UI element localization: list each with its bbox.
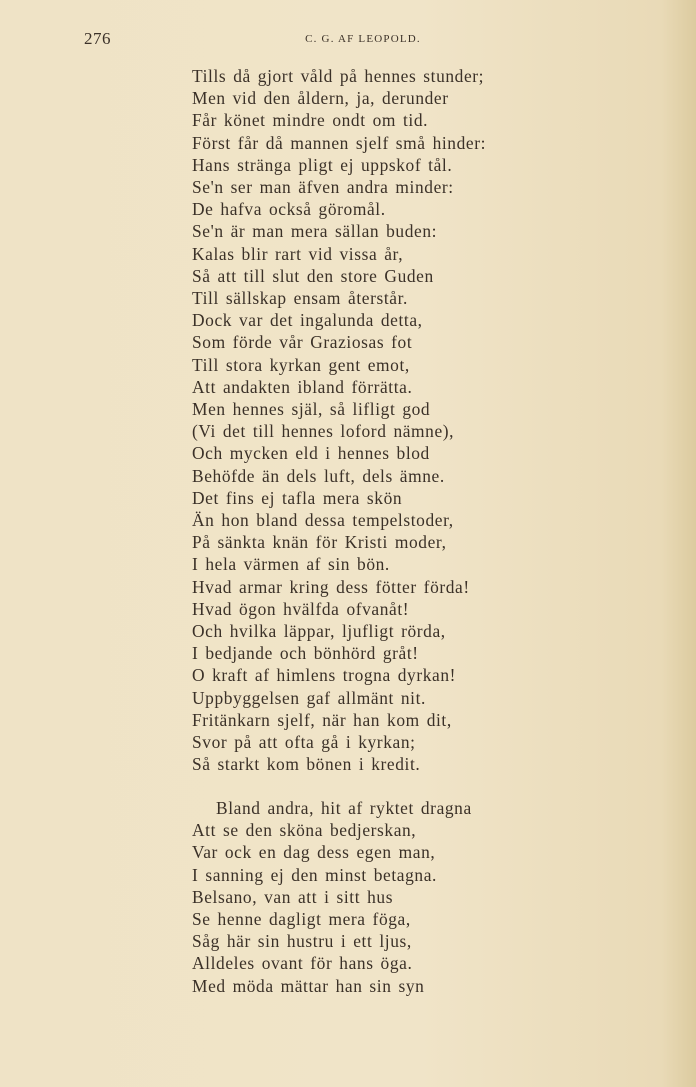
page-number: 276 xyxy=(84,29,111,48)
verse-line: Svor på att ofta gå i kyrkan; xyxy=(192,732,416,753)
verse-line: Hans stränga pligt ej uppskof tål. xyxy=(192,154,453,175)
verse-line: Det fins ej tafla mera skön xyxy=(192,487,403,508)
verse-line: Så att till slut den store Guden xyxy=(192,265,434,286)
verse-line: Bland andra, hit af ryktet dragna xyxy=(216,798,472,818)
verse-line: Uppbyggelsen gaf allmänt nit. xyxy=(192,687,426,708)
verse-line: Men vid den åldern, ja, derunder xyxy=(192,88,449,109)
verse-line: På sänkta knän för Kristi moder, xyxy=(192,532,447,553)
running-title: C. G. AF LEOPOLD. xyxy=(305,33,421,45)
verse-line: (Vi det till hennes loford nämne), xyxy=(192,421,455,442)
verse-line: Hvad ögon hvälfda ofvanåt! xyxy=(192,598,410,619)
verse-line: Belsano, van att i sitt hus xyxy=(192,886,394,907)
verse-line: Till stora kyrkan gent emot, xyxy=(192,354,410,375)
verse-line: Att se den sköna bedjerskan, xyxy=(192,820,417,841)
verse-line: Se'n ser man äfven andra minder: xyxy=(192,177,454,198)
verse-line: Först får då mannen sjelf små hinder: xyxy=(192,132,487,153)
verse-line: Såg här sin hustru i ett ljus, xyxy=(192,931,412,952)
verse-line: Till sällskap ensam återstår. xyxy=(192,288,408,309)
verse-line: Med möda mättar han sin syn xyxy=(192,975,425,996)
verse-line: Tills då gjort våld på hennes stunder; xyxy=(192,66,485,86)
verse-line: Än hon bland dessa tempelstoder, xyxy=(192,510,454,531)
verse-line: Som förde vår Graziosas fot xyxy=(192,332,413,353)
verse-line: De hafva också göromål. xyxy=(192,199,386,220)
verse-line: I bedjande och bönhörd gråt! xyxy=(192,643,419,664)
verse-line: Men hennes själ, så lifligt god xyxy=(192,399,431,420)
verse-line: Se'n är man mera sällan buden: xyxy=(192,221,438,242)
stanza-2 xyxy=(192,797,472,997)
verse-line: Kalas blir rart vid vissa år, xyxy=(192,243,404,264)
verse-line: Och hvilka läppar, ljufligt rörda, xyxy=(192,621,446,642)
verse-line: Se henne dagligt mera föga, xyxy=(192,909,411,930)
verse-line: Behöfde än dels luft, dels ämne. xyxy=(192,465,445,486)
verse-line: Var ock en dag dess egen man, xyxy=(192,842,436,863)
stanza-1 xyxy=(192,65,486,776)
verse-line: Och mycken eld i hennes blod xyxy=(192,443,430,464)
verse-line: Får könet mindre ondt om tid. xyxy=(192,110,429,131)
verse-line: Att andakten ibland förrätta. xyxy=(192,376,413,397)
verse-line: I sanning ej den minst betagna. xyxy=(192,864,437,885)
verse-line: Dock var det ingalunda detta, xyxy=(192,310,423,331)
verse-line: Fritänkarn sjelf, när han kom dit, xyxy=(192,709,452,730)
verse-line: I hela värmen af sin bön. xyxy=(192,554,390,575)
verse-line: Hvad armar kring dess fötter förda! xyxy=(192,576,470,597)
verse-line: Så starkt kom bönen i kredit. xyxy=(192,754,421,775)
verse-line: Alldeles ovant för hans öga. xyxy=(192,953,413,974)
verse-line: O kraft af himlens trogna dyrkan! xyxy=(192,665,457,686)
